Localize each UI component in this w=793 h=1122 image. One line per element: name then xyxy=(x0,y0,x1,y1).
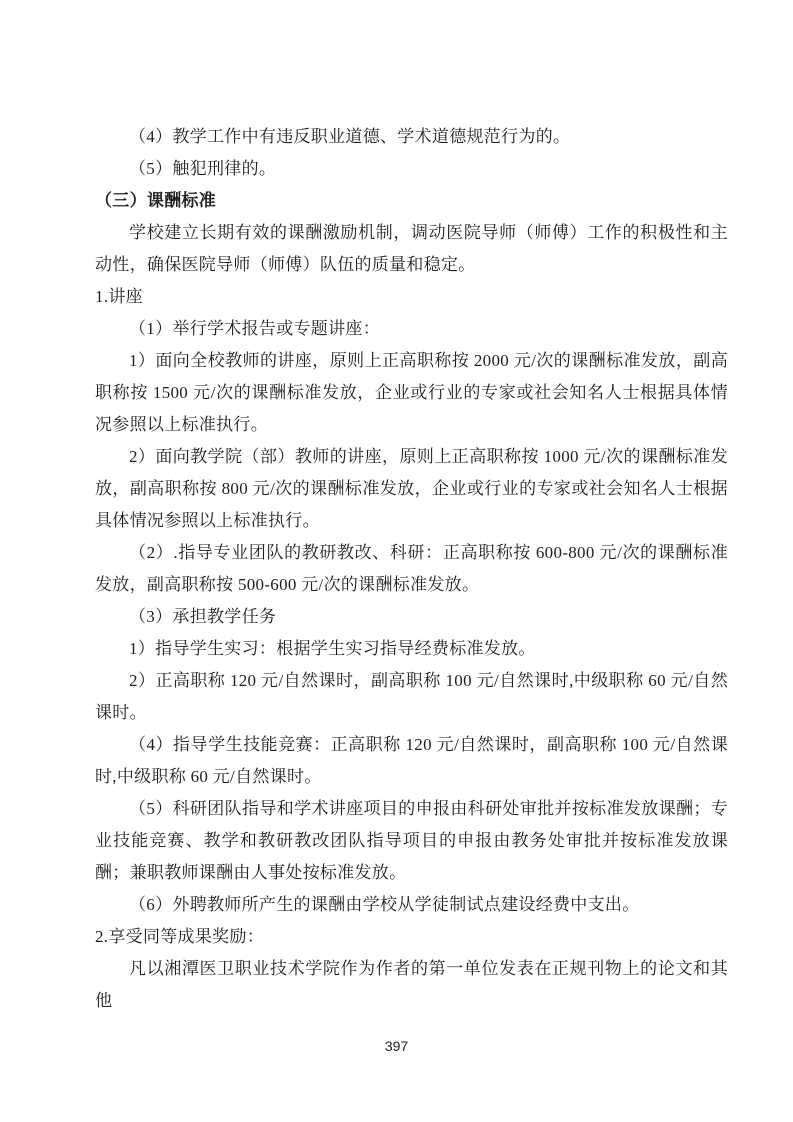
paragraph: （5）触犯刑律的。 xyxy=(129,159,277,178)
paragraph: （4）指导学生技能竞赛：正高职称 120 元/自然课时，副高职称 100 元/自然课时,中级职称 60 元/自然课时。 xyxy=(95,735,728,786)
paragraph: （1）举行学术报告或专题讲座： xyxy=(129,319,380,338)
paragraph: （2）.指导专业团队的教研教改、科研：正高职称按 600-800 元/次的课酬标准发放，副高职称按 500-600 元/次的课酬标准发放。 xyxy=(95,543,728,594)
paragraph: 1）指导学生实习：根据学生实习指导经费标准发放。 xyxy=(129,639,536,658)
paragraph: （三）课酬标准 xyxy=(95,191,217,210)
paragraph: （5）科研团队指导和学术讲座项目的申报由科研处审批并按标准发放课酬；专业技能竞赛、教学和教研教改团队指导项目的申报由教务处审批并按标准发放课酬；兼职教师课酬由人事处按标准发放。 xyxy=(95,799,728,882)
paragraph: 1.讲座 xyxy=(95,287,143,306)
paragraph: （4）教学工作中有违反职业道德、学术道德规范行为的。 xyxy=(129,127,571,146)
paragraph: 2）面向教学院（部）教师的讲座，原则上正高职称按 1000 元/次的课酬标准发放，副高职称按 800 元/次的课酬标准发放，企业或行业的专家或社会知名人士根据具体情况参照以上标准执行。 xyxy=(95,447,728,530)
page-number: 397 xyxy=(384,1038,409,1054)
paragraph: 1）面向全校教师的讲座，原则上正高职称按 2000 元/次的课酬标准发放，副高职称按 1500 元/次的课酬标准发放，企业或行业的专家或社会知名人士根据具体情况参照以上标准执行。 xyxy=(95,351,728,434)
paragraph: 凡以湘潭医卫职业技术学院作为作者的第一单位发表在正规刊物上的论文和其他 xyxy=(95,959,728,1010)
document-body xyxy=(95,121,728,1017)
paragraph: 2）正高职称 120 元/自然课时，副高职称 100 元/自然课时,中级职称 60 元/自然课时。 xyxy=(95,671,728,722)
paragraph: 2.享受同等成果奖励： xyxy=(95,927,265,946)
paragraph: （3）承担教学任务 xyxy=(129,607,277,626)
paragraph: （6）外聘教师所产生的课酬由学校从学徒制试点建设经费中支出。 xyxy=(129,895,640,914)
paragraph: 学校建立长期有效的课酬激励机制，调动医院导师（师傅）工作的积极性和主动性，确保医院导师（师傅）队伍的质量和稳定。 xyxy=(95,223,728,274)
